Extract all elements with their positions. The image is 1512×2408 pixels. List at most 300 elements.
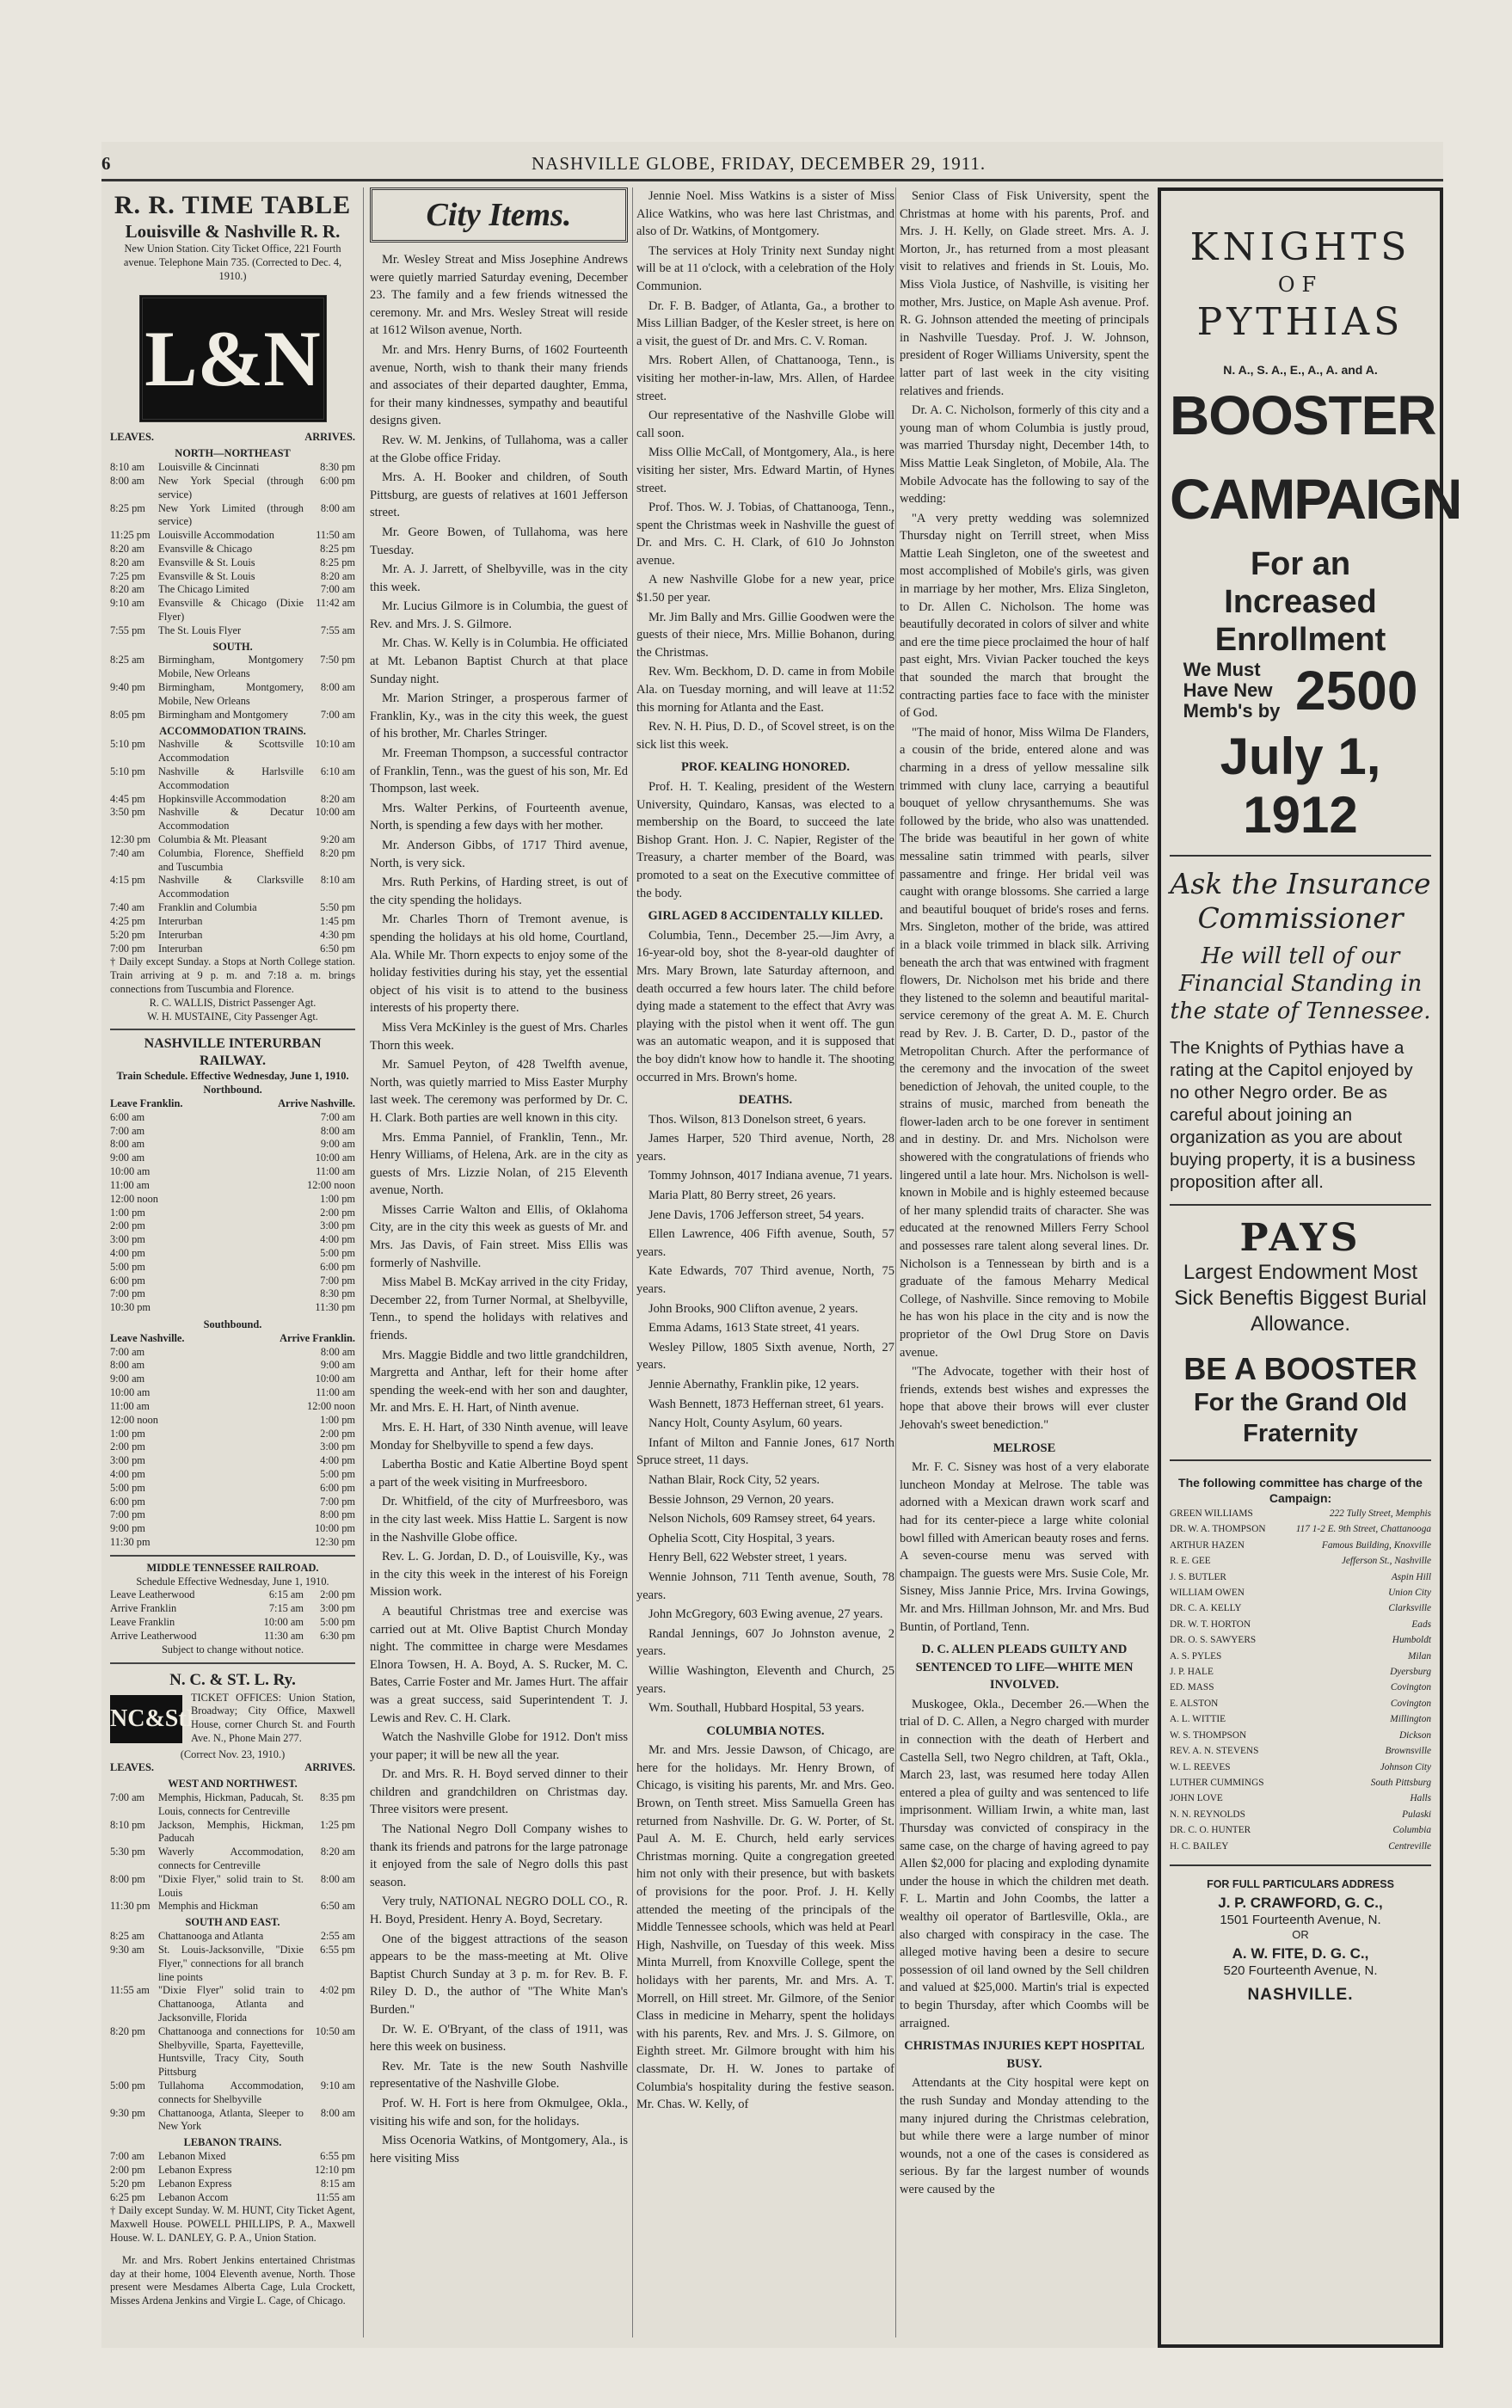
death-notice: John McGregory, 603 Ewing avenue, 27 years. (648, 1607, 883, 1622)
committee-location: Humboldt (1392, 1635, 1431, 1646)
table-row (110, 1247, 355, 1261)
city-item: Mrs. Emma Panniel, of Franklin, Tenn., Mr. Henry Williams, of Helena, Ark. are in the city as guests of Mrs. Lizzie Nolan, of 215 Eleventh avenue, North. (370, 1130, 628, 1198)
table-row (110, 1346, 355, 1360)
train-name: Nashville & Scottsville Accommodation (158, 738, 304, 765)
news-column-4 (900, 187, 1149, 2201)
table-row (110, 901, 355, 915)
train-name: Franklin and Columbia (158, 901, 257, 914)
arrive-time: 4:00 pm (320, 1454, 355, 1467)
death-notice: Bessie Johnson, 29 Vernon, 20 years. (648, 1492, 834, 1507)
leave-time: 1:00 pm (110, 1206, 145, 1219)
committee-location: South Pittsburg (1370, 1777, 1431, 1788)
section-heading: ACCOMMODATION TRAINS. (159, 724, 306, 737)
station: Arrive Franklin (110, 1602, 177, 1615)
ln-agent: W. H. MUSTAINE, City Passenger Agt. (147, 1010, 318, 1023)
column-rule (632, 187, 633, 2337)
arrive-time: 5:00 pm (320, 1467, 355, 1480)
time: 6:30 pm (320, 1629, 355, 1642)
committee-location: Dyersburg (1390, 1667, 1431, 1678)
death-notice: Maria Platt, 80 Berry street, 26 years. (648, 1189, 836, 1203)
table-row (110, 1496, 355, 1509)
train-name: New York Limited (through service) (158, 501, 304, 528)
arrive-time: 9:20 am (320, 833, 355, 845)
ad-knights: KNIGHTS (1189, 225, 1411, 269)
ad-be-booster: BE A BOOSTER (1183, 1351, 1417, 1386)
arrive-time: 9:10 am (320, 2079, 355, 2092)
arrive-time: 8:10 am (320, 874, 355, 887)
city-item: Watch the Nashville Globe for 1912. Don't miss your paper; it will be new all the year. (370, 1730, 628, 1762)
ad-committee-intro: The following committee has charge of the Campaign: (1178, 1476, 1423, 1505)
table-row (110, 1440, 355, 1454)
train-name: Chattanooga, Atlanta, Sleeper to New York (158, 2106, 304, 2133)
train-name: Evansville & St. Louis (158, 569, 255, 582)
train-name: "Dixie Flyer," solid train to St. Louis (158, 1872, 304, 1899)
table-row (110, 1588, 355, 1602)
table-row (110, 1944, 355, 1984)
ln-schedule-table (110, 431, 355, 955)
train-name: New York Special (through service) (158, 474, 304, 501)
committee-member: W. L. REEVES (1170, 1761, 1231, 1772)
allen-article: Muskogee, Okla., December 26.—When the trial of D. C. Allen, a Negro charged with murder in connection with the death of Herbert and Castella Sell, two Negro children, at Taft, Okla., March 23, last, was resumed here today Allen entered a plea of guilty and was sentenced to life imprisonment. William Irwin, a white man, last Thursday was convicted of conspiracy in the same case, on the charge of having agreed to pay Allen $2,000 for placing and exploding dynamite under the house in which the children met death. F. L. Martin and John Coombs, the latter a wealthy oil operator of Bartlesville, Okla., are also charged with conspiracy in the case. The alleged motive having been a desire to secure possession of oil land owned by the Sell children and valued at $25,000. Martin's trial is expected to begin Thursday, after which Coombs will be arraigned. (900, 1697, 1149, 2030)
city-item: Rev. W. M. Jenkins, of Tullahoma, was a caller at the Globe office Friday. (370, 433, 628, 465)
leave-time: 4:45 pm (110, 792, 145, 805)
social-item: Rev. N. H. Pius, D. D., of Scovel street, is on the sick list this week. (636, 720, 894, 752)
arrive-time: 10:00 am (315, 1373, 355, 1385)
table-row (110, 583, 355, 597)
city-item: Mr. and Mrs. Henry Burns, of 1602 Fourteenth avenue, North, wish to thank their many friends and associates of their departed daughter, Emma, for their many kindnesses, sympathy and beautiful designs given. (370, 342, 628, 428)
kealing-article: Prof. H. T. Kealing, president of the Western University, Quindaro, Kansas, was elected to a membership on the Board, to succeed the late Bishop Grant. Hon. J. C. Napier, Register of the Treasury, a charter member of the Board, was promoted to a seat on the Executive committee of the body. (636, 780, 894, 900)
jenkins-item: Mr. and Mrs. Robert Jenkins entertained Christmas day at their home, 1004 Eleventh avenue, North. Those present were Mesdames Alberta Cage, Lula Crockett, Misses Ardena Jenkins and Virgie L. Cage, of Chicago. (110, 2253, 355, 2307)
leave-time: 8:25 pm (110, 501, 145, 514)
mt-note: Subject to change without notice. (161, 1643, 304, 1656)
table-row (110, 2107, 355, 2135)
time: 3:00 pm (320, 1602, 355, 1615)
arrive-time: 1:00 pm (320, 1413, 355, 1426)
city-item: The National Negro Doll Company wishes to thank its friends and patrons for the large patronage it enjoyed from the sale of Negro dolls this past season. (370, 1822, 628, 1889)
table-row (110, 1414, 355, 1428)
committee-row (1170, 1839, 1431, 1854)
social-item: Mr. Jim Bally and Mrs. Gillie Goodwen were the guests of their niece, Mrs. Millie Bohanon, during the Christmas. (636, 610, 894, 660)
ad-must-have: We Must Have New Memb's by (1183, 659, 1281, 722)
committee-member: E. ALSTON (1170, 1698, 1219, 1709)
article-paragraph: "The maid of honor, Miss Wilma De Flanders, a cousin of the bride, entered alone and was charming in a dress of yellow messaline silk trimmed with cluny lace, carrying a beautiful bouquet of yellow chrysanthemums. She was followed by the bride, who also was unattended. The bride was beautiful in her gown of white messaline satin trimmed with pearls, silver passamentre and fringe. Her bridal veil was caught with orange blossoms. She carried a large and beautiful bouquet of bride's roses and ferns. Mrs. Singleton, mother of the bride, was attired in a black voile trimmed in black silk. Arriving beneath the arch that was entwined with fragment flowers, Dr. Nicholson met his bride and there they listened to the solemn and beautiful marital-service ceremony of the great A. M. E. Church read by Rev. J. B. Carter, D. D., pastor of the Metropolitan Church. After the performance of the ceremony and the invocation of the sweet benediction of Jehovah, the united couple, to the strains of music, marched from beneath the flower-laden arch to be one forever in sentiment and in destiny. Dr. and Mrs. Nicholson were showered with the congratulations of friends who lingered until a late hour. Mrs. Nicholson is well-known in Mobile and is highly esteemed because of her many splendid traits of character. She was educated at the renowned Millers Ferry School and possesses rare talent along several lines. Dr. Nicholson is a Tennessean by birth and is a graduate of the famous Meharry Medical College, of Nashville. Since removing to Mobile he has won his place in the city and is now the proprietor of the Owl Drug Store on Davis avenue. (900, 725, 1149, 1360)
leave-time: 10:00 am (110, 1386, 151, 1399)
ad-ask: Ask the Insurance Commissioner (1170, 867, 1431, 935)
table-row (110, 1125, 355, 1139)
leave-time: 8:00 am (110, 1138, 145, 1151)
nb-head-arrive: Arrive Nashville. (278, 1097, 355, 1109)
leave-time: 7:00 am (110, 1345, 145, 1358)
city-item: Miss Ocenoria Watkins, of Montgomery, Ala., is here visiting Miss (370, 2134, 628, 2165)
city-item: Rev. Mr. Tate is the new South Nashville representative of the Nashville Globe. (370, 2059, 628, 2092)
committee-location: Covington (1390, 1698, 1431, 1709)
committee-location: Columbia (1392, 1825, 1431, 1836)
mt-title: MIDDLE TENNESSEE RAILROAD. (146, 1561, 319, 1574)
arrive-time: 3:00 pm (320, 1219, 355, 1232)
table-row (110, 1359, 355, 1373)
table-row (110, 1386, 355, 1400)
leave-time: 6:00 pm (110, 1495, 145, 1508)
arrive-time: 7:00 am (320, 708, 355, 721)
news-column-3 (636, 187, 894, 2116)
station: Arrive Leatherwood (110, 1629, 197, 1642)
leave-time: 8:25 am (110, 654, 145, 666)
train-name: St. Louis-Jacksonville, "Dixie Flyer," connections for all branch line points (158, 1943, 304, 1983)
table-row (110, 1468, 355, 1482)
committee-row (1170, 1696, 1431, 1711)
interurban-schedule: Train Schedule. Effective Wednesday, June 1, 1910. (116, 1070, 349, 1083)
arrive-time: 7:00 am (320, 583, 355, 596)
committee-row (1170, 1664, 1431, 1680)
train-name: "Dixie Flyer" solid train to Chattanooga, Atlanta and Jacksonville, Florida (158, 1984, 304, 2024)
section-heading-row (110, 1914, 355, 1930)
death-notice: Nancy Holt, County Asylum, 60 years. (648, 1416, 843, 1431)
committee-location: Clarksville (1388, 1603, 1431, 1614)
arrive-time: 5:50 pm (320, 901, 355, 914)
leave-time: 7:00 am (110, 1124, 145, 1137)
injuries-article: Attendants at the City hospital were kept on the rush Sunday and Monday attending to the many injured during the Christmas celebration, but while there were a large number of minor wounds, not a one of the cases is considered as serious. By far the largest number of wounds were caused by the (900, 2076, 1149, 2196)
leave-time: 1:00 pm (110, 1427, 145, 1440)
table-row (110, 738, 355, 765)
table-row (110, 1179, 355, 1193)
table-row (110, 1373, 355, 1386)
nc-logo: NC&StL (110, 1695, 182, 1743)
arrive-time: 11:50 am (316, 529, 355, 542)
table-row (110, 1616, 355, 1630)
committee-row (1170, 1600, 1431, 1616)
table-row (110, 1536, 355, 1550)
city-item: Mr. Samuel Peyton, of 428 Twelfth avenue, North, was quietly married to Miss Easter Murphy last week. The ceremony was performed by Dr. C. H. Clark. Both parties are well known in this city. (370, 1058, 628, 1125)
nc-notes: † Daily except Sunday. W. M. HUNT, City Ticket Agent, Maxwell House. POWELL PHILLIPS, P. A., Maxwell House. W. L. DANLEY, G. P. A., Union Station. (110, 2204, 355, 2244)
committee-row (1170, 1822, 1431, 1838)
table-row (110, 1602, 355, 1616)
committee-location: Dickson (1398, 1729, 1431, 1741)
leave-time: 11:25 pm (110, 529, 151, 542)
section-heading: NORTH—NORTHEAST (175, 447, 291, 460)
leave-time: 7:00 pm (110, 1287, 145, 1300)
leave-time: 8:00 pm (110, 1872, 145, 1885)
leave-time: 9:00 pm (110, 1522, 145, 1535)
table-row (110, 1233, 355, 1247)
ln-title: Louisville & Nashville R. R. (125, 221, 341, 242)
train-name: Jackson, Memphis, Hickman, Paducah (158, 1818, 304, 1845)
masthead (101, 148, 1443, 182)
train-name: Lebanon Express (158, 2177, 232, 2190)
arrive-time: 10:00 am (315, 806, 355, 819)
table-row (110, 461, 355, 475)
table-row (110, 2150, 355, 2164)
section-heading: SOUTH AND EAST. (185, 1916, 280, 1929)
committee-location: Covington (1390, 1682, 1431, 1693)
table-row (110, 1165, 355, 1179)
arrive-time: 10:00 am (315, 1152, 355, 1164)
committee-member: DR. W. A. THOMPSON (1170, 1524, 1266, 1535)
leave-time: 4:00 pm (110, 1467, 145, 1480)
city-item: Mr. Charles Thorn of Tremont avenue, is spending the holidays at his old home, Courtland, Ala. While Mr. Thorn expects to enjoy some of the holiday festivities during his stay, yet the essential object of his visit is to attend to the business interests of his property there. (370, 912, 628, 1016)
table-row (110, 681, 355, 709)
table-row (110, 597, 355, 624)
arrive-time: 8:35 pm (320, 1791, 355, 1803)
arrive-time: 4:02 pm (320, 1984, 355, 1997)
leave-time: 5:10 pm (110, 738, 145, 751)
nc-title: N. C. & ST. L. Ry. (169, 1670, 296, 1689)
committee-row (1170, 1743, 1431, 1759)
death-notice: Randal Jennings, 607 Jo Johnston avenue, 2 years. (636, 1626, 894, 1659)
ad-campaign: CAMPAIGN (1170, 467, 1461, 531)
committee-row (1170, 1775, 1431, 1791)
leave-time: 5:20 pm (110, 2177, 145, 2190)
column-rule (895, 187, 896, 2337)
leave-time: 11:00 am (110, 1399, 150, 1412)
committee-row (1170, 1521, 1431, 1537)
leave-time: 8:00 am (110, 1359, 145, 1372)
committee-member: DR. C. A. KELLY (1170, 1603, 1242, 1614)
arrive-time: 1:25 pm (320, 1818, 355, 1831)
social-item: Our representative of the Nashville Globe will call soon. (636, 408, 894, 440)
arrive-time: 8:20 am (320, 569, 355, 582)
death-notice: Ophelia Scott, City Hospital, 3 years. (648, 1531, 835, 1545)
arrive-time: 5:00 pm (320, 1246, 355, 1259)
arrive-time: 7:50 pm (320, 654, 355, 666)
page-number: 6 (101, 153, 111, 174)
northbound-table (110, 1097, 355, 1315)
train-name: Hopkinsville Accommodation (158, 792, 286, 805)
city-item: Miss Mabel B. McKay arrived in the city Friday, December 22, from Turner Normal, at Shelbyville, Tenn., to spend the holidays with relatives and friends. (370, 1275, 628, 1343)
train-name: Memphis, Hickman, Paducah, St. Louis, connects for Centreville (158, 1791, 304, 1817)
leave-time: 8:25 am (110, 1930, 145, 1943)
table-row (110, 1454, 355, 1468)
committee-location: Halls (1410, 1793, 1431, 1804)
nc-info-block (110, 1692, 355, 1748)
city-item: Mrs. A. H. Booker and children, of South Pittsburg, are guests of relatives at 1601 Jefferson street. (370, 470, 628, 520)
train-name: Nashville & Decatur Accommodation (158, 806, 304, 832)
committee-member: DR. C. O. HUNTER (1170, 1825, 1251, 1836)
divider (110, 1555, 355, 1557)
leave-time: 7:55 pm (110, 624, 145, 636)
table-row (110, 1984, 355, 2024)
table-row (110, 847, 355, 875)
leave-time: 10:30 pm (110, 1301, 151, 1314)
leave-time: 9:30 am (110, 1943, 145, 1956)
deaths-heading: DEATHS. (738, 1093, 793, 1108)
social-item: Prof. Thos. W. J. Tobias, of Chattanooga, Tenn., spent the Christmas week in Nashville the guest of Dr. and Mrs. C. H. Clark, of 610 Jo Johnston avenue. (636, 501, 894, 568)
city-item: Misses Carrie Walton and Ellis, of Oklahoma City, are in the city this week as guests of Mr. and Mrs. Jas Davis, of Fain street. Miss Ellis was formerly of Nashville. (370, 1202, 628, 1270)
committee-member: A. S. PYLES (1170, 1650, 1222, 1662)
section-heading: SOUTH. (212, 640, 253, 653)
leave-time: 9:40 pm (110, 681, 145, 694)
ad-full-particulars: FOR FULL PARTICULARS ADDRESS (1207, 1877, 1394, 1890)
leave-time: 8:05 pm (110, 708, 145, 721)
ad-pays: PAYS (1239, 1216, 1361, 1260)
ad-or: OR (1292, 1927, 1309, 1941)
leave-time: 11:30 pm (110, 1536, 151, 1548)
table-row (110, 1301, 355, 1315)
train-name: The Chicago Limited (158, 583, 249, 596)
leave-time: 5:00 pm (110, 1260, 145, 1273)
committee-member: DR. W. T. HORTON (1170, 1619, 1251, 1630)
girl-heading: GIRL AGED 8 ACCIDENTALLY KILLED. (648, 909, 883, 924)
arrive-time: 10:00 pm (314, 1522, 355, 1535)
leave-time: 10:00 am (110, 1165, 151, 1178)
death-notice: Jennie Abernathy, Franklin pike, 12 years. (648, 1378, 859, 1391)
leave-time: 2:00 pm (110, 1219, 145, 1232)
train-name: Columbia, Florence, Sheffield and Tuscumbia (158, 846, 304, 873)
col-arrives: ARRIVES. (304, 431, 355, 444)
committee-location: Brownsville (1385, 1746, 1431, 1757)
committee-row (1170, 1570, 1431, 1585)
table-row (110, 929, 355, 943)
ad-divider (1170, 1204, 1431, 1206)
city-item: Miss Vera McKinley is the guest of Mrs. Charles Thorn this week. (370, 1020, 628, 1053)
committee-member: GREEN WILLIAMS (1170, 1508, 1253, 1519)
table-row (110, 1275, 355, 1288)
ad-city: NASHVILLE. (1247, 1985, 1354, 2004)
injuries-heading: CHRISTMAS INJURIES KEPT HOSPITAL BUSY. (904, 2039, 1145, 2071)
committee-location: Famous Building, Knoxville (1321, 1539, 1431, 1551)
ad-continents: N. A., S. A., E., A., A. and A. (1223, 363, 1378, 377)
committee-location: Millington (1390, 1714, 1431, 1725)
mt-table (110, 1588, 355, 1643)
death-notice: Nelson Nichols, 609 Ramsey street, 64 years. (648, 1512, 876, 1526)
arrive-time: 2:00 pm (320, 1427, 355, 1440)
leave-time: 5:30 pm (110, 1846, 145, 1858)
divider (110, 1029, 355, 1030)
table-row (110, 793, 355, 807)
social-item: Jennie Noel. Miss Watkins is a sister of Miss Alice Watkins, who was here last Christmas, and also of Dr. Watkins, of Montgomery. (636, 189, 894, 239)
article-paragraph: Senior Class of Fisk University, spent the Christmas at home with his parents, Prof. and Mrs. J. H. Kelly, on Glade street. Mrs. A. J. Morton, Jr., has returned from a most pleasant visit to relatives and friends in St. Louis, Mo. Miss Viola Justice, of Nashville, is visiting her mother, Mrs. Justice, on Maple Ash avenue. Prof. R. G. Johnson attended the meeting of principals in Nashville Tuesday. Prof. J. W. Johnson, president of Roger Williams University, spent the latter part of last week in the city visiting relatives and friends. (900, 189, 1149, 398)
timetable-title: R. R. TIME TABLE (114, 191, 352, 219)
city-item: Mrs. E. H. Hart, of 330 Ninth avenue, will leave Monday for Shelbyville to spend a few days. (370, 1421, 628, 1453)
city-items-heading: City Items. (370, 187, 628, 243)
committee-member: WILLIAM OWEN (1170, 1588, 1245, 1599)
table-row (110, 1482, 355, 1496)
train-name: Memphis and Hickman (158, 1900, 259, 1913)
leave-time: 6:00 am (110, 1110, 145, 1123)
leave-time: 9:00 am (110, 1152, 145, 1164)
leave-time: 12:30 pm (110, 833, 151, 845)
arrive-time: 9:00 am (320, 1359, 355, 1372)
leave-time: 3:00 pm (110, 1233, 145, 1246)
death-notice: Willie Washington, Eleventh and Church, 25 years. (636, 1663, 894, 1696)
knights-of-pythias-ad (1158, 187, 1461, 2348)
interurban-title: NASHVILLE INTERURBAN RAILWAY. (144, 1036, 322, 1069)
city-item: Mr. Marion Stringer, a prosperous farmer of Franklin, Ky., was in the city this week, the guest of his brother, Mr. Charles Stringer. (370, 691, 628, 741)
arrive-time: 8:25 pm (320, 542, 355, 555)
table-row (110, 2025, 355, 2079)
leave-time: 7:00 pm (110, 942, 145, 955)
committee-row (1170, 1538, 1431, 1553)
arrive-time: 8:20 am (320, 1846, 355, 1858)
death-notice: Nathan Blair, Rock City, 52 years. (648, 1472, 821, 1487)
committee-row (1170, 1585, 1431, 1600)
section-heading: LEBANON TRAINS. (183, 2136, 282, 2149)
ad-officer1-address: 1501 Fourteenth Avenue, N. (1220, 1912, 1381, 1927)
columbia-article: Mr. and Mrs. Jessie Dawson, of Chicago, are here for the holidays. Mr. Henry Brown, of Chicago, is visiting his parents, Mr. and Mrs. Geo. Brown, on Tenth street. Miss Samuella Green has returned from Nashville. Dr. G. W. Porter, of St. Paul A. M. E. Church, held early services Christmas morning. Quite a congregation greeted him not only with their presence, but with baskets of provisions for the poor. Prof. J. H. Kelly attended the meeting of the principals of the Middle Tennessee schools, which was held at Pearl High, Nashville, on Tuesday of this week. Miss Minta Murrell, from Knoxville College, spent the holidays with her parents, Mr. and Mrs. A. T. Morrell, on Hill street. Mr. Gilmore, of the Senior Class in medicine in Meharry, spent the holidays with his parents, Rev. and Mrs. J. S. Gilmore, on Eighth street. Mr. Gilmore brought with him his classmate, Dr. H. W. Jones to partake of Columbia's hospitality during the festive season. Mr. Chas. W. Kelly, of (636, 1743, 894, 2112)
arrive-time: 8:15 am (320, 2177, 355, 2190)
leave-time: 7:40 am (110, 846, 145, 859)
ad-pythias: PYTHIAS (1196, 300, 1404, 344)
table-row (110, 2191, 355, 2205)
train-name: Louisville & Cincinnati (158, 461, 260, 474)
death-notice: Thos. Wilson, 813 Donelson street, 6 years. (648, 1112, 866, 1127)
table-row (110, 709, 355, 722)
arrive-time: 10:50 am (315, 2024, 355, 2037)
leave-time: 2:00 pm (110, 1440, 145, 1453)
arrive-time: 8:00 am (320, 681, 355, 694)
death-notice: Kate Edwards, 707 Third avenue, North, 75 years. (636, 1264, 894, 1297)
ad-divider (1170, 855, 1431, 857)
table-row (110, 1428, 355, 1441)
death-notice: Infant of Milton and Fannie Jones, 617 North Spruce street, 11 days. (636, 1435, 894, 1468)
arrive-time: 1:00 pm (320, 1192, 355, 1205)
article-paragraph: Dr. A. C. Nicholson, formerly of this city and a young man of whom Columbia is justly proud, was married Thursday night, December 14th, to Miss Mattie Leak Singleton, of Mobile, Ala. The Mobile Advocate has the following to say of the wedding: (900, 403, 1149, 507)
allen-heading: D. C. ALLEN PLEADS GUILTY AND SENTENCED TO LIFE—WHITE MEN INVOLVED. (915, 1643, 1134, 1692)
table-row (110, 1900, 355, 1914)
arrive-time: 8:00 am (320, 1872, 355, 1885)
leave-time: 2:00 pm (110, 2163, 145, 2176)
arrive-time: 8:30 pm (320, 461, 355, 474)
city-item: Mrs. Walter Perkins, of Fourteenth avenue, North, is spending a few days with her mother. (370, 801, 628, 833)
arrive-time: 6:55 pm (320, 1943, 355, 1956)
committee-location: Pulaski (1402, 1809, 1431, 1820)
committee-row (1170, 1711, 1431, 1727)
sb-head-leave: Leave Nashville. (110, 1331, 185, 1344)
table-row (110, 475, 355, 502)
train-name: Evansville & St. Louis (158, 556, 255, 568)
committee-member: DR. O. S. SAWYERS (1170, 1635, 1257, 1646)
article-paragraph: "The Advocate, together with their host of friends, extends best wishes and expresses the hope that above their brows will ever cluster Jehovah's sweet benediction." (900, 1365, 1149, 1432)
table-row (110, 833, 355, 847)
committee-location: Eads (1411, 1619, 1431, 1630)
ad-officer1: J. P. CRAWFORD, G. C., (1218, 1894, 1383, 1911)
table-row (110, 874, 355, 901)
leave-time: 5:10 pm (110, 765, 145, 777)
social-item: The services at Holy Trinity next Sunday night will be at 11 o'clock, with a celebration of the Holy Communion. (636, 243, 894, 293)
leave-time: 4:15 pm (110, 874, 145, 887)
arrive-time: 1:45 pm (320, 914, 355, 927)
leave-time: 6:25 pm (110, 2190, 145, 2203)
city-item: Prof. W. H. Fort is here from Okmulgee, Okla., visiting his wife and son, for the holidays. (370, 2096, 628, 2128)
arrive-time: 7:00 am (320, 1110, 355, 1123)
section-heading-row (110, 2134, 355, 2150)
city-item: Mr. Lucius Gilmore is in Columbia, the guest of Rev. and Mrs. J. S. Gilmore. (370, 599, 628, 631)
train-name: Interurban (158, 942, 203, 955)
ad-body: The Knights of Pythias have a rating at the Capitol enjoyed by no other Negro order. Be as careful about joining an organization as you are about buying property, it is a business proposition after all. (1170, 1038, 1416, 1192)
train-name: Waverly Accommodation, connects for Centreville (158, 1846, 304, 1871)
table-row (110, 806, 355, 833)
time: 11:30 am (264, 1629, 304, 1642)
table-row (110, 502, 355, 530)
table-row (110, 624, 355, 638)
arrive-time: 12:10 pm (314, 2163, 355, 2176)
train-name: Lebanon Accom (158, 2190, 229, 2203)
table-row (110, 529, 355, 543)
leave-time: 5:00 pm (110, 2079, 145, 2092)
column-rule (363, 187, 364, 2337)
arrive-time: 11:00 am (316, 1386, 355, 1399)
city-item: Very truly, NATIONAL NEGRO DOLL CO., R. H. Boyd, President. Henry A. Boyd, Secretary. (370, 1895, 628, 1927)
table-row (110, 654, 355, 681)
time: 7:15 am (268, 1602, 304, 1615)
section-heading: WEST AND NORTHWEST. (168, 1778, 298, 1791)
timetable-column (110, 187, 355, 2310)
committee-member: R. E. GEE (1170, 1556, 1211, 1567)
ad-target-line (1170, 659, 1431, 722)
committee-row (1170, 1617, 1431, 1632)
train-name: Lebanon Express (158, 2163, 232, 2176)
committee-member: ARTHUR HAZEN (1170, 1539, 1245, 1551)
committee-row (1170, 1632, 1431, 1648)
